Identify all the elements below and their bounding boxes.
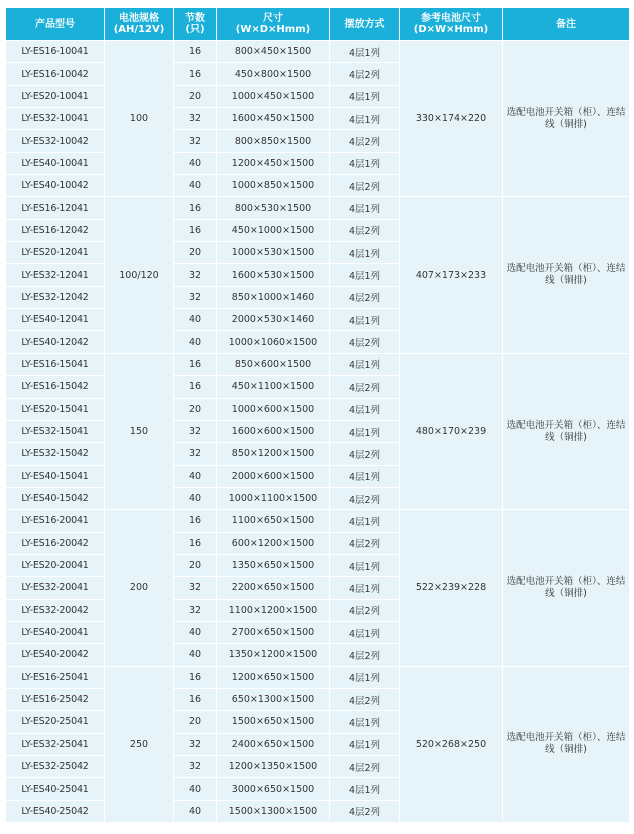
model-cell: LY-ES32-15041	[6, 421, 104, 442]
model-cell: LY-ES20-20041	[6, 555, 104, 576]
table-row	[6, 197, 629, 218]
cell-count-cell: 40	[174, 153, 216, 174]
cell-count-cell: 32	[174, 130, 216, 151]
model-cell: LY-ES20-10041	[6, 86, 104, 107]
model-cell: LY-ES16-20041	[6, 510, 104, 531]
cell-count-cell: 20	[174, 86, 216, 107]
layout-cell: 4层1列	[330, 354, 399, 375]
dimensions-cell: 1000×600×1500	[217, 399, 329, 420]
model-cell: LY-ES40-20042	[6, 644, 104, 665]
model-cell: LY-ES40-15042	[6, 488, 104, 509]
dimensions-cell: 850×1000×1460	[217, 287, 329, 308]
model-cell: LY-ES20-12041	[6, 242, 104, 263]
model-cell: LY-ES16-25041	[6, 667, 104, 688]
ref-battery-size-cell: 520×268×250	[400, 667, 502, 822]
cell-count-cell: 16	[174, 667, 216, 688]
dimensions-cell: 1200×450×1500	[217, 153, 329, 174]
table-row	[6, 41, 629, 62]
dimensions-cell: 1000×850×1500	[217, 175, 329, 196]
ref-battery-size-cell: 480×170×239	[400, 354, 502, 509]
layout-cell: 4层2列	[330, 533, 399, 554]
header-dimensions-unit: (W×D×Hmm)	[235, 24, 311, 35]
cell-count-cell: 16	[174, 197, 216, 218]
layout-cell: 4层2列	[330, 130, 399, 151]
battery-spec-cell: 200	[105, 510, 173, 665]
layout-cell: 4层1列	[330, 309, 399, 330]
cell-count-cell: 20	[174, 555, 216, 576]
model-cell: LY-ES40-12041	[6, 309, 104, 330]
note-cell: 选配电池开关箱（柜）、连结线（铜排)	[503, 667, 629, 822]
dimensions-cell: 800×530×1500	[217, 197, 329, 218]
dimensions-cell: 1600×600×1500	[217, 421, 329, 442]
layout-cell: 4层1列	[330, 622, 399, 643]
dimensions-cell: 2000×600×1500	[217, 466, 329, 487]
dimensions-cell: 1100×1200×1500	[217, 600, 329, 621]
dimensions-cell: 1500×650×1500	[217, 711, 329, 732]
dimensions-cell: 2700×650×1500	[217, 622, 329, 643]
model-cell: LY-ES32-10041	[6, 108, 104, 129]
cell-count-cell: 32	[174, 734, 216, 755]
dimensions-cell: 450×800×1500	[217, 63, 329, 84]
model-cell: LY-ES40-12042	[6, 331, 104, 352]
layout-cell: 4层1列	[330, 577, 399, 598]
layout-cell: 4层1列	[330, 41, 399, 62]
cell-count-cell: 40	[174, 801, 216, 822]
dimensions-cell: 800×850×1500	[217, 130, 329, 151]
table-header-row	[6, 8, 629, 40]
header-cell-count-unit: (只)	[185, 24, 205, 35]
table-body	[6, 41, 629, 822]
table-row	[6, 667, 629, 688]
header-battery-spec-label: 电池规格	[119, 13, 159, 24]
cell-count-cell: 40	[174, 175, 216, 196]
model-cell: LY-ES32-25042	[6, 756, 104, 777]
dimensions-cell: 650×1300×1500	[217, 689, 329, 710]
layout-cell: 4层2列	[330, 63, 399, 84]
cell-count-cell: 16	[174, 41, 216, 62]
dimensions-cell: 850×1200×1500	[217, 443, 329, 464]
model-cell: LY-ES32-20041	[6, 577, 104, 598]
layout-cell: 4层2列	[330, 175, 399, 196]
header-dimensions	[217, 8, 329, 40]
note-cell: 选配电池开关箱（柜）、连结线（铜排)	[503, 41, 629, 196]
layout-cell: 4层1列	[330, 466, 399, 487]
header-ref-battery-size-label: 参考电池尺寸	[421, 13, 481, 24]
note-cell: 选配电池开关箱（柜）、连结线（铜排)	[503, 197, 629, 352]
model-cell: LY-ES32-25041	[6, 734, 104, 755]
model-cell: LY-ES40-25042	[6, 801, 104, 822]
cell-count-cell: 32	[174, 756, 216, 777]
battery-spec-cell: 250	[105, 667, 173, 822]
table-row	[6, 510, 629, 531]
cell-count-cell: 20	[174, 399, 216, 420]
model-cell: LY-ES32-20042	[6, 600, 104, 621]
layout-cell: 4层2列	[330, 287, 399, 308]
note-cell: 选配电池开关箱（柜）、连结线（铜排)	[503, 354, 629, 509]
layout-cell: 4层2列	[330, 443, 399, 464]
cell-count-cell: 40	[174, 778, 216, 799]
model-cell: LY-ES32-10042	[6, 130, 104, 151]
header-dimensions-label: 尺寸	[263, 13, 283, 24]
header-layout-label: 摆放方式	[344, 18, 385, 30]
header-battery-spec	[105, 8, 173, 40]
battery-cabinet-spec-table	[5, 7, 630, 823]
model-cell: LY-ES16-20042	[6, 533, 104, 554]
model-cell: LY-ES16-12041	[6, 197, 104, 218]
battery-spec-cell: 100	[105, 41, 173, 196]
layout-cell: 4层1列	[330, 86, 399, 107]
dimensions-cell: 1350×650×1500	[217, 555, 329, 576]
dimensions-cell: 600×1200×1500	[217, 533, 329, 554]
layout-cell: 4层1列	[330, 197, 399, 218]
layout-cell: 4层2列	[330, 689, 399, 710]
model-cell: LY-ES16-10042	[6, 63, 104, 84]
model-cell: LY-ES20-15041	[6, 399, 104, 420]
cell-count-cell: 16	[174, 533, 216, 554]
note-cell: 选配电池开关箱（柜）、连结线（铜排)	[503, 510, 629, 665]
header-note-label: 备注	[556, 18, 576, 30]
layout-cell: 4层1列	[330, 510, 399, 531]
layout-cell: 4层1列	[330, 399, 399, 420]
cell-count-cell: 40	[174, 644, 216, 665]
cell-count-cell: 32	[174, 264, 216, 285]
layout-cell: 4层2列	[330, 644, 399, 665]
header-cell-count-label: 节数	[185, 13, 205, 24]
dimensions-cell: 2200×650×1500	[217, 577, 329, 598]
cell-count-cell: 32	[174, 577, 216, 598]
dimensions-cell: 2000×530×1460	[217, 309, 329, 330]
cell-count-cell: 32	[174, 108, 216, 129]
layout-cell: 4层2列	[330, 600, 399, 621]
dimensions-cell: 1000×1100×1500	[217, 488, 329, 509]
dimensions-cell: 450×1000×1500	[217, 220, 329, 241]
model-cell: LY-ES16-15041	[6, 354, 104, 375]
layout-cell: 4层2列	[330, 801, 399, 822]
cell-count-cell: 32	[174, 600, 216, 621]
model-cell: LY-ES16-10041	[6, 41, 104, 62]
cell-count-cell: 20	[174, 242, 216, 263]
cell-count-cell: 16	[174, 376, 216, 397]
dimensions-cell: 450×1100×1500	[217, 376, 329, 397]
cell-count-cell: 40	[174, 466, 216, 487]
ref-battery-size-cell: 522×239×228	[400, 510, 502, 665]
cell-count-cell: 20	[174, 711, 216, 732]
layout-cell: 4层1列	[330, 153, 399, 174]
dimensions-cell: 850×600×1500	[217, 354, 329, 375]
dimensions-cell: 2400×650×1500	[217, 734, 329, 755]
dimensions-cell: 1600×450×1500	[217, 108, 329, 129]
ref-battery-size-cell: 330×174×220	[400, 41, 502, 196]
layout-cell: 4层2列	[330, 331, 399, 352]
layout-cell: 4层1列	[330, 711, 399, 732]
model-cell: LY-ES40-10041	[6, 153, 104, 174]
dimensions-cell: 1000×450×1500	[217, 86, 329, 107]
model-cell: LY-ES16-25042	[6, 689, 104, 710]
model-cell: LY-ES16-12042	[6, 220, 104, 241]
layout-cell: 4层1列	[330, 264, 399, 285]
cell-count-cell: 40	[174, 622, 216, 643]
header-layout	[330, 8, 399, 40]
model-cell: LY-ES16-15042	[6, 376, 104, 397]
layout-cell: 4层2列	[330, 376, 399, 397]
cell-count-cell: 16	[174, 354, 216, 375]
header-ref-battery-size-unit: (D×W×Hmm)	[413, 24, 489, 35]
model-cell: LY-ES32-15042	[6, 443, 104, 464]
header-ref-battery-size	[400, 8, 502, 40]
dimensions-cell: 1200×1350×1500	[217, 756, 329, 777]
cell-count-cell: 40	[174, 309, 216, 330]
layout-cell: 4层1列	[330, 555, 399, 576]
dimensions-cell: 3000×650×1500	[217, 778, 329, 799]
cell-count-cell: 40	[174, 331, 216, 352]
dimensions-cell: 1100×650×1500	[217, 510, 329, 531]
layout-cell: 4层2列	[330, 488, 399, 509]
header-note	[503, 8, 629, 40]
model-cell: LY-ES40-25041	[6, 778, 104, 799]
header-model	[6, 8, 104, 40]
dimensions-cell: 1600×530×1500	[217, 264, 329, 285]
header-model-label: 产品型号	[35, 18, 75, 30]
model-cell: LY-ES40-10042	[6, 175, 104, 196]
layout-cell: 4层1列	[330, 108, 399, 129]
model-cell: LY-ES32-12042	[6, 287, 104, 308]
battery-spec-cell: 100/120	[105, 197, 173, 352]
layout-cell: 4层1列	[330, 667, 399, 688]
layout-cell: 4层1列	[330, 242, 399, 263]
header-battery-spec-unit: (AH/12V)	[113, 24, 165, 35]
table-row	[6, 354, 629, 375]
cell-count-cell: 16	[174, 63, 216, 84]
cell-count-cell: 32	[174, 421, 216, 442]
model-cell: LY-ES40-15041	[6, 466, 104, 487]
dimensions-cell: 800×450×1500	[217, 41, 329, 62]
battery-spec-cell: 150	[105, 354, 173, 509]
header-cell-count	[174, 8, 216, 40]
layout-cell: 4层2列	[330, 220, 399, 241]
layout-cell: 4层2列	[330, 756, 399, 777]
model-cell: LY-ES40-20041	[6, 622, 104, 643]
ref-battery-size-cell: 407×173×233	[400, 197, 502, 352]
battery-cabinet-spec-table-container	[5, 7, 629, 823]
cell-count-cell: 16	[174, 689, 216, 710]
dimensions-cell: 1350×1200×1500	[217, 644, 329, 665]
dimensions-cell: 1000×530×1500	[217, 242, 329, 263]
cell-count-cell: 16	[174, 220, 216, 241]
model-cell: LY-ES32-12041	[6, 264, 104, 285]
cell-count-cell: 32	[174, 287, 216, 308]
layout-cell: 4层1列	[330, 778, 399, 799]
cell-count-cell: 32	[174, 443, 216, 464]
dimensions-cell: 1000×1060×1500	[217, 331, 329, 352]
dimensions-cell: 1200×650×1500	[217, 667, 329, 688]
model-cell: LY-ES20-25041	[6, 711, 104, 732]
layout-cell: 4层1列	[330, 734, 399, 755]
layout-cell: 4层1列	[330, 421, 399, 442]
cell-count-cell: 40	[174, 488, 216, 509]
dimensions-cell: 1500×1300×1500	[217, 801, 329, 822]
cell-count-cell: 16	[174, 510, 216, 531]
